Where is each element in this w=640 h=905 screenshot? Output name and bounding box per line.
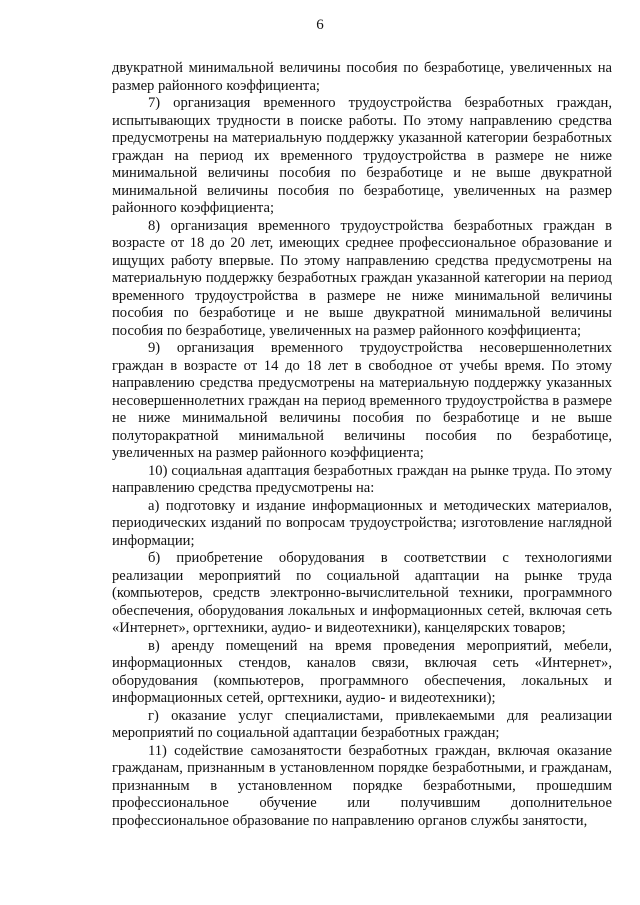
paragraph-item-11: 11) содействие самозанятости безработных граждан, включая оказание гражданам, признанным в установленном порядке безработными, и гражданам, признанным в установленном порядке безработными, прошедшим профессиональное обучение или получившим дополнительное профессиональное образование по направлению органов службы занятости,	[112, 742, 612, 829]
paragraph-continuation: двукратной минимальной величины пособия по безработице, увеличенных на размер районного коэффициента;	[112, 60, 612, 94]
page-number: 6	[316, 17, 324, 33]
paragraph-item-10: 10) социальная адаптация безработных граждан на рынке труда. По этому направлению средства предусмотрены на:	[112, 462, 612, 496]
paragraph-item-10c: в) аренду помещений на время проведения мероприятий, мебели, информационных стендов, каналов связи, включая сеть «Интернет», оборудования (компьютеров, программного обеспечения, локальных и информационных сетей, оргтехники, аудио- и видеотехники);	[112, 637, 612, 706]
paragraph-item-7: 7) организация временного трудоустройства безработных граждан, испытывающих трудности в поиске работы. По этому направлению средства предусмотрены на материальную поддержку указанной категории безработных граждан на период их временного трудоустройства в размере не ниже минимальной величины пособия по безработице и не выше двукратной минимальной величины пособия по безработице, увеличенных на размер районного коэффициента;	[112, 95, 612, 216]
paragraph-item-10a: а) подготовку и издание информационных и методических материалов, периодических изданий по вопросам трудоустройства; изготовление наглядной информации;	[112, 497, 612, 549]
paragraph-item-10b: б) приобретение оборудования в соответствии с технологиями реализации мероприятий по социальной адаптации на рынке труда (компьютеров, средств электронно-вычислительной техники, программного обеспечения, оборудования локальных и информационных сетей, включая сеть «Интернет», оргтехники, аудио- и видеотехники), канцелярских товаров;	[112, 550, 612, 636]
paragraph-item-8: 8) организация временного трудоустройства безработных граждан в возрасте от 18 до 20 лет, имеющих среднее профессиональное образование и ищущих работу впервые. По этому направлению средства предусмотрены на материальную поддержку безработных граждан указанной категории на период временного трудоустройства в размере не ниже минимальной величины пособия по безработице и не выше двукратной минимальной величины пособия по безработице, увеличенных на размер районного коэффициента;	[112, 217, 612, 339]
document-body	[112, 60, 612, 830]
paragraph-item-9: 9) организация временного трудоустройства несовершеннолетних граждан в возрасте от 14 до 18 лет в свободное от учебы время. По этому направлению средства предусмотрены на материальную поддержку указанных несовершеннолетних граждан на период временного трудоустройства в размере не ниже минимальной величины пособия по безработице и не выше полуторакратной минимальной величины пособия по безработице, увеличенных на размер районного коэффициента;	[112, 340, 612, 461]
paragraph-item-10d: г) оказание услуг специалистами, привлекаемыми для реализации мероприятий по социальной адаптации безработных граждан;	[112, 707, 612, 741]
